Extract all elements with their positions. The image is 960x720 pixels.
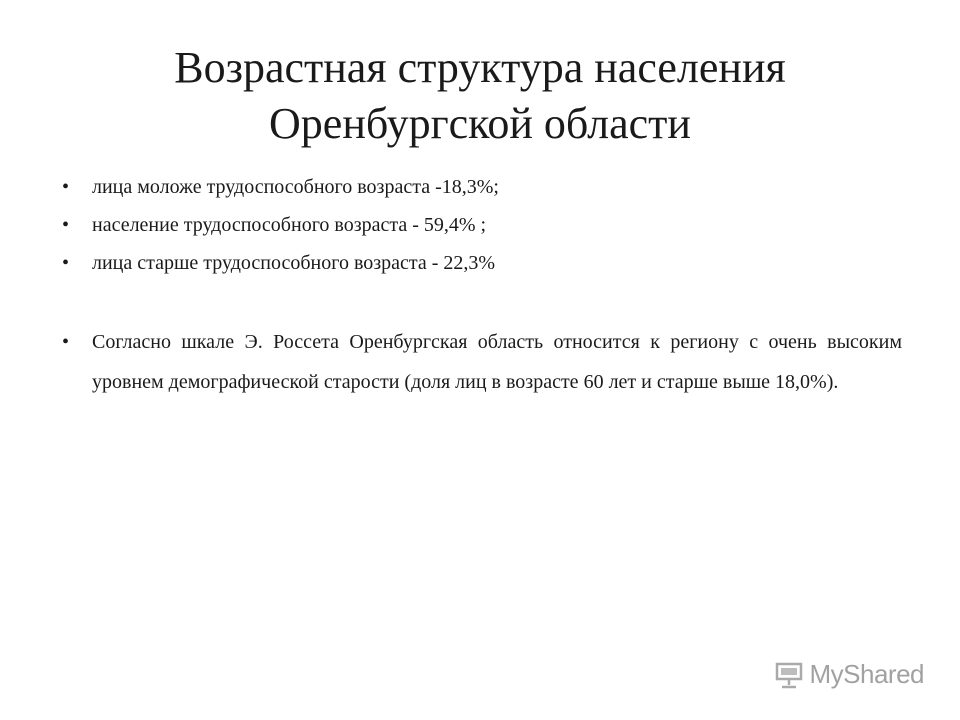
- bullet-dot: •: [62, 214, 70, 236]
- watermark-text: MyShared: [809, 659, 924, 689]
- bullet-text: лица моложе трудоспособного возраста -18,3%;: [92, 176, 499, 198]
- watermark-logo: [774, 659, 925, 690]
- bullet-item-working: [62, 206, 902, 244]
- bullet-dot: •: [62, 252, 70, 274]
- bullet-item-rosset-scale: [62, 322, 902, 402]
- paragraph-text: Согласно шкале Э. Россета Оренбургская область относится к региону с очень высоким уровнем демографической старости (доля лиц в возрасте 60 лет и старше выше 18,0%).: [92, 331, 902, 393]
- slide-title: Возрастная структура населения Оренбургской области: [174, 43, 786, 148]
- bullet-dot: •: [62, 176, 70, 198]
- bullet-item-elderly: [62, 244, 902, 282]
- bullet-item-young: [62, 168, 902, 206]
- bullet-dot: •: [62, 331, 70, 353]
- bullet-list: [62, 168, 902, 402]
- bullet-text: население трудоспособного возраста - 59,4% ;: [92, 214, 487, 236]
- presentation-board-icon: [774, 661, 804, 689]
- bullet-text: лица старше трудоспособного возраста - 22,3%: [92, 252, 496, 274]
